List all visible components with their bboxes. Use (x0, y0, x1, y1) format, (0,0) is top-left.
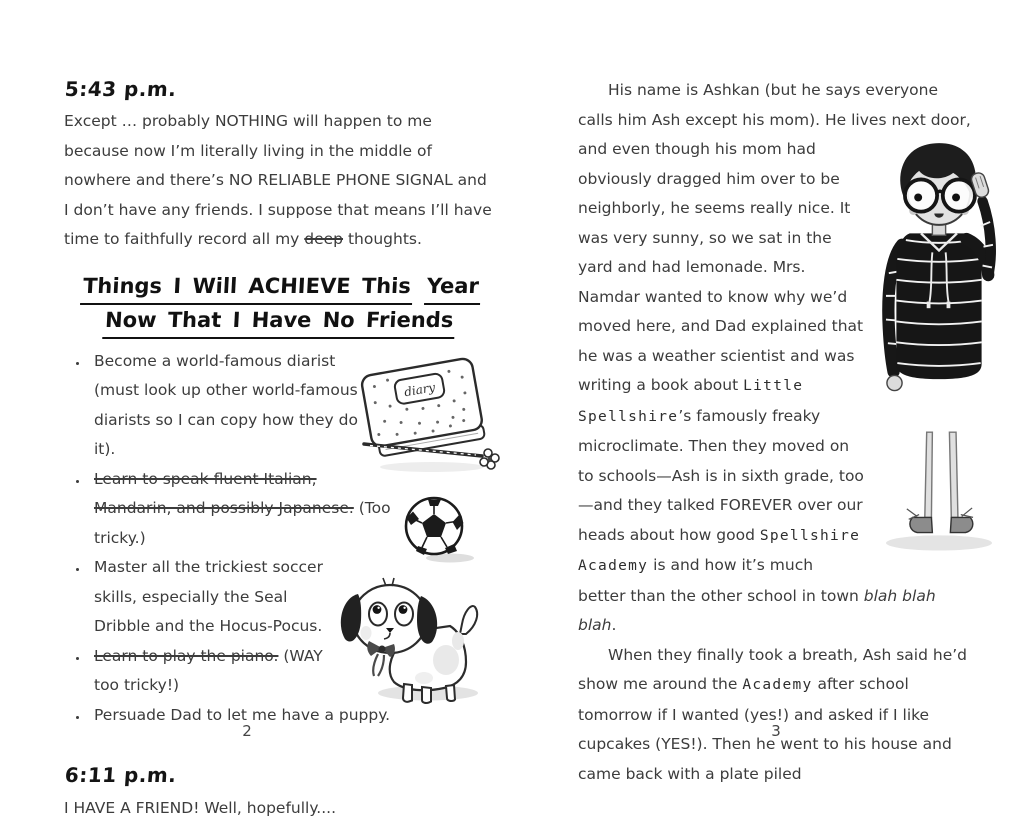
paragraph-academy-tour (578, 641, 976, 790)
boy-illustration (868, 132, 1010, 562)
soccer-ball-illustration (396, 492, 480, 566)
paragraph-text: after school tomorrow if I wanted (yes!) and asked if I like cupcakes (YES!). Then he went to his house and came back with a plate piled (578, 675, 952, 783)
list-title-line2 (62, 305, 496, 339)
page-number-left: 2 (242, 722, 252, 740)
page-left (64, 70, 496, 824)
paragraph-text: ’s famously freaky microclimate. Then they moved on to schools—Ash is in sixth grade, too—and they talked FOREVER over our heads about how good (578, 406, 864, 544)
page-right (578, 70, 976, 789)
diary-entry-paragraph: I HAVE A FRIEND! Well, hopefully.... (64, 799, 337, 817)
paragraph-text: Except … probably NOTHING will happen to me because now I’m literally living in the middle of nowhere and there’s NO RELIABLE PHONE SIGNAL and I don’t have any friends. I suppose that means I’ll have time to faithfully record all my (64, 112, 492, 248)
bullet-text: (WAY too tricky!) (94, 646, 323, 694)
diary-label: diary (403, 380, 437, 400)
fancy-place-name: Little Spellshire (578, 378, 804, 425)
paragraph-text: When they finally took a breath, Ash said he’d show me around the (578, 645, 968, 693)
diary-time-heading-1: 5:43 p.m. (64, 77, 178, 101)
diary-entry-paragraph (64, 107, 496, 255)
list-title (62, 271, 498, 339)
list-item (88, 701, 496, 731)
puppy-illustration (326, 572, 504, 704)
diary-time-heading-2: 6:11 p.m. (64, 763, 178, 787)
paragraph-text: and even though his mom had obviously dragged him over to be neighborly, he seems really nice. It was very sunny, so we sat in the yard and had lemonade. Mrs. Namdar wanted to know why we’d moved here, and Dad explained that he was a weather scientist and was writing a book about (578, 140, 864, 394)
bullet-text: Master all the trickiest soccer skills, especially the Seal Dribble and the Hocus-Pocus. (94, 558, 323, 635)
paragraph-text: is and how it’s much better than the other school in town (578, 556, 864, 605)
fancy-school-name: Academy (742, 677, 813, 693)
list-title-segment: Now That I Have No Friends (102, 305, 456, 339)
list-title-segment: Year (424, 271, 482, 305)
bullet-text: Become a world-famous diarist (must look up other world-famous diarists so I can copy how they do it). (94, 351, 358, 458)
diary-notebook-illustration (350, 354, 502, 476)
list-title-segment: Things I Will ACHIEVE This (80, 271, 414, 305)
fancy-school-name: Spellshire Academy (578, 527, 861, 574)
italic-text: blah blah blah (578, 586, 936, 634)
bullet-struck-text: Learn to play the piano. (94, 646, 279, 665)
paragraph-text: His name is Ashkan (but he says everyone calls him Ash except his mom). He lives next door, (578, 81, 971, 129)
flower-charm-icon (480, 449, 499, 469)
paragraph-text: thoughts. (343, 230, 422, 248)
page-number-right: 3 (771, 722, 781, 740)
bullet-text: (Too tricky.) (94, 499, 391, 547)
paragraph-text: . (611, 616, 617, 634)
struck-word: deep (304, 230, 344, 248)
bullet-text: Persuade Dad to let me have a puppy. (94, 705, 391, 724)
list-title-line1 (64, 271, 498, 305)
bullet-struck-text: Learn to speak fluent Italian, Mandarin, and possibly Japanese. (94, 469, 354, 517)
